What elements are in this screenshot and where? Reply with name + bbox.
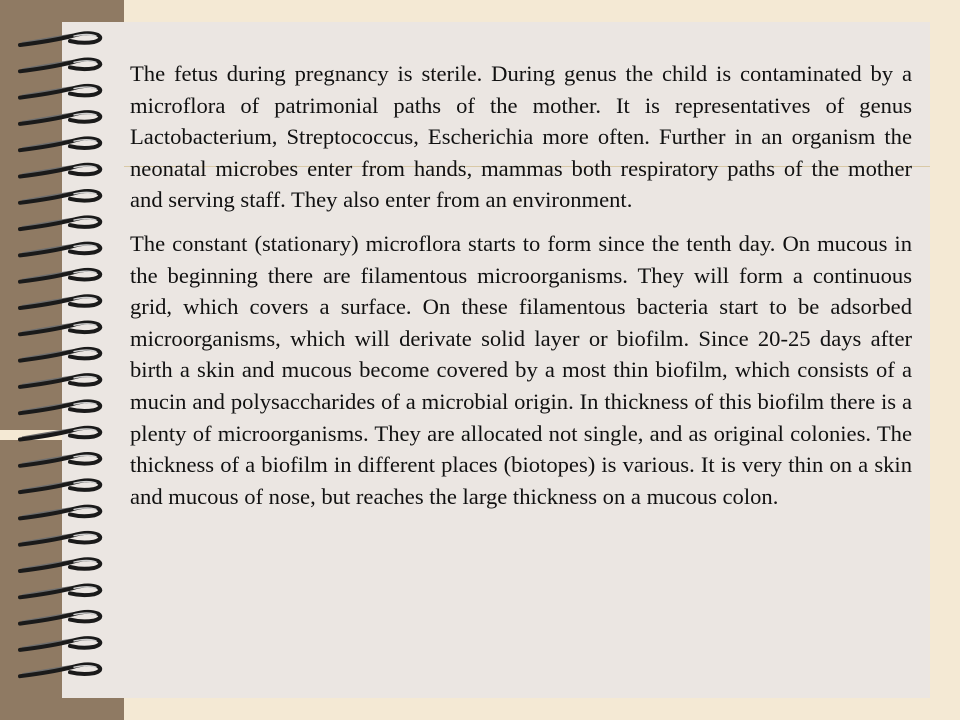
binding-coil bbox=[20, 59, 100, 71]
binding-coil bbox=[20, 585, 100, 597]
binding-coil bbox=[20, 612, 100, 624]
binding-coil bbox=[20, 664, 100, 676]
binding-coil bbox=[20, 480, 100, 492]
binding-coil bbox=[20, 191, 100, 203]
binding-coil bbox=[20, 506, 100, 518]
binding-coil bbox=[20, 86, 100, 98]
binding-coil bbox=[20, 112, 100, 124]
binding-coil bbox=[20, 217, 100, 229]
paragraph-1: The fetus during pregnancy is sterile. During genus the child is contaminated by a microflora of patrimonial paths of the mother. It is representatives of genus Lactobacterium, Streptococcus, Escherichia more often. Further in an organism the neonatal microbes enter from hands, mammas both respiratory paths of the mother and serving staff. They also enter from an environment. bbox=[130, 61, 912, 213]
binding-coil bbox=[20, 428, 100, 440]
binding-coil bbox=[20, 638, 100, 650]
binding-coil bbox=[20, 33, 100, 45]
binding-coil bbox=[20, 454, 100, 466]
binding-coil bbox=[20, 243, 100, 255]
slide-body bbox=[130, 58, 912, 512]
paragraph-2: The constant (stationary) microflora starts to form since the tenth day. On mucous in the beginning there are filamentous microorganisms. They will form a continuous grid, which covers a surface. On these filamentous bacteria start to be adsorbed microorganisms, which will derivate solid layer or biofilm. Since 20-25 days after birth a skin and mucous become covered by a most thin biofilm, which consists of a mucin and polysaccharides of a microbial origin. In thickness of this biofilm there is a plenty of microorganisms. They are allocated not single, and as original colonies. The thickness of a biofilm in different places (biotopes) is various. It is very thin on a skin and mucous of nose, but reaches the large thickness on a mucous colon. bbox=[130, 230, 912, 509]
binding-coil bbox=[20, 165, 100, 177]
binding-coil bbox=[20, 375, 100, 387]
binding-coil bbox=[20, 322, 100, 334]
binding-coil bbox=[20, 533, 100, 545]
binding-coil bbox=[20, 401, 100, 413]
binding-coil bbox=[20, 559, 100, 571]
binding-coil bbox=[20, 349, 100, 361]
spiral-binding-icon bbox=[0, 0, 130, 720]
binding-coil bbox=[20, 270, 100, 282]
binding-coil bbox=[20, 138, 100, 150]
binding-coil bbox=[20, 296, 100, 308]
